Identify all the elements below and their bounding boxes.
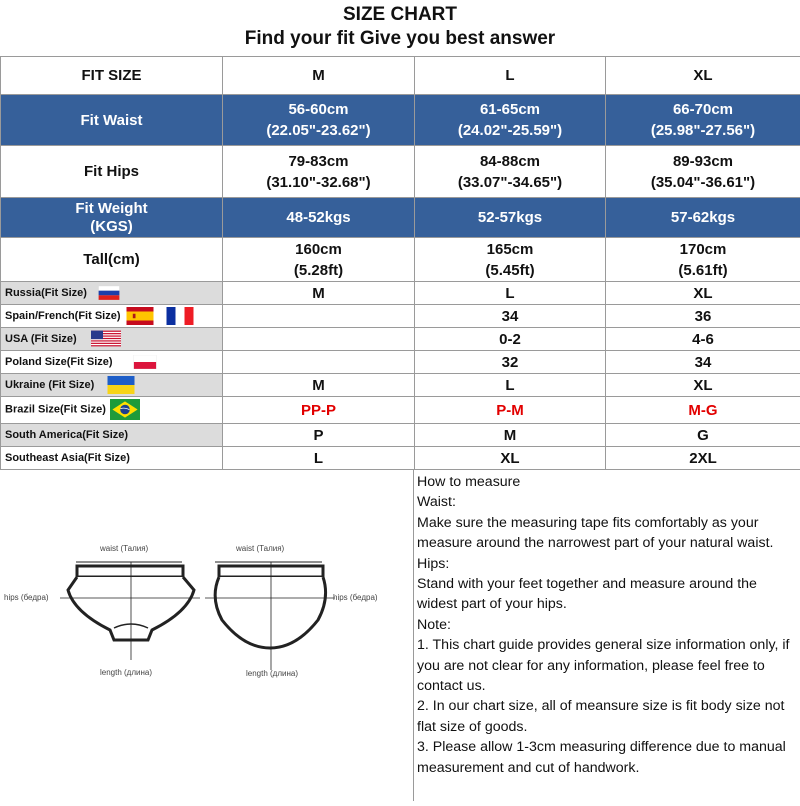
table-cell: P [223,424,415,447]
country-label-cell [1,397,223,424]
table-cell [223,351,415,374]
table-cell [223,305,415,328]
table-cell: 165cm (5.45ft) [415,238,606,282]
country-row-usa [1,328,800,351]
table-cell: 170cm (5.61ft) [606,238,800,282]
ukraine-flag-icon [106,376,136,394]
table-cell: XL [606,282,800,305]
fit-size-header: FIT SIZE [1,57,223,95]
tall-row [1,238,800,282]
country-row-southeast-asia [1,447,800,470]
table-cell: 52-57kgs [415,198,606,238]
table-cell: 4-6 [606,328,800,351]
country-row-russia [1,282,800,305]
country-row-ukraine [1,374,800,397]
chart-title: SIZE CHART [0,3,800,27]
howto-note-3: 3. Please allow 1-3cm measuring difference due to manual measurement and cut of handwork. [417,737,797,778]
france-flag-icon [165,307,195,325]
table-cell: 79-83cm (31.10"-32.68") [223,146,415,198]
briefs-right-icon [205,562,335,670]
hips-label-right: hips (бедра) [333,593,378,602]
section-divider [413,470,414,801]
usa-flag-icon [91,330,121,347]
country-label: Spain/French(Fit Size) [5,310,121,322]
length-label-right: length (длина) [246,669,298,678]
table-cell: 32 [415,351,606,374]
table-cell: 160cm (5.28ft) [223,238,415,282]
table-cell: 48-52kgs [223,198,415,238]
country-label-cell [1,305,223,328]
measure-section [0,469,800,801]
howto-heading: How to measure [417,472,797,492]
howto-note-heading: Note: [417,615,797,635]
table-cell: 0-2 [415,328,606,351]
country-label: Poland Size(Fit Size) [5,356,113,368]
chart-subtitle: Find your fit Give you best answer [0,27,800,51]
howto-waist-heading: Waist: [417,492,797,512]
table-cell: 36 [606,305,800,328]
size-header-l: L [415,57,606,95]
table-cell [223,328,415,351]
howto-waist-text: Make sure the measuring tape fits comfortably as your measure around the narrowest part of your natural waist. [417,513,797,554]
table-cell: XL [415,447,606,470]
row-label-waist: Fit Waist [1,95,223,146]
measurement-diagram [0,470,413,801]
country-label: Russia(Fit Size) [5,287,87,299]
table-cell: 34 [606,351,800,374]
weight-row [1,198,800,238]
country-row-south-america [1,424,800,447]
size-header-xl: XL [606,57,800,95]
table-cell: 56-60cm (22.05"-23.62") [223,95,415,146]
briefs-left-icon [60,562,200,660]
country-label: USA (Fit Size) [5,333,77,345]
size-chart-table [0,56,800,470]
country-label-cell [1,328,223,351]
table-cell: M [223,374,415,397]
table-cell: 34 [415,305,606,328]
table-cell: M [415,424,606,447]
waist-label-right: waist (Талия) [236,544,284,553]
length-label-left: length (длина) [100,668,152,677]
brazil-flag-icon [110,399,140,420]
howto-note-2: 2. In our chart size, all of meansure size is fit body size not flat size of goods. [417,696,797,737]
how-to-measure-text [417,472,797,778]
poland-flag-icon [129,355,161,369]
waist-label-left: waist (Талия) [100,544,148,553]
country-label: Ukraine (Fit Size) [5,379,94,391]
howto-hips-text: Stand with your feet together and measure around the widest part of your hips. [417,574,797,615]
chart-title-block [0,0,800,51]
howto-note-1: 1. This chart guide provides general size information only, if you are not clear for any information, please feel free to contact us. [417,635,797,696]
hips-row [1,146,800,198]
table-cell: PP-P [223,397,415,424]
russia-flag-icon [95,286,123,300]
country-label-cell [1,374,223,397]
row-label-tall: Tall(cm) [1,238,223,282]
country-row-spain-france [1,305,800,328]
country-label-cell: South America(Fit Size) [1,424,223,447]
size-header-m: M [223,57,415,95]
table-cell: G [606,424,800,447]
howto-hips-heading: Hips: [417,554,797,574]
table-cell: 84-88cm (33.07"-34.65") [415,146,606,198]
country-label-cell [1,282,223,305]
country-row-poland [1,351,800,374]
table-cell: 89-93cm (35.04"-36.61") [606,146,800,198]
table-cell: L [415,374,606,397]
country-row-brazil [1,397,800,424]
table-cell: 57-62kgs [606,198,800,238]
table-cell: L [415,282,606,305]
table-cell: 61-65cm (24.02"-25.59") [415,95,606,146]
table-cell: XL [606,374,800,397]
country-label: Brazil Size(Fit Size) [5,404,106,416]
table-cell: 66-70cm (25.98"-27.56") [606,95,800,146]
table-cell: 2XL [606,447,800,470]
hips-label-left: hips (бедра) [4,593,49,602]
header-row [1,57,800,95]
waist-row [1,95,800,146]
table-cell: P-M [415,397,606,424]
spain-flag-icon [125,307,155,325]
row-label-weight: Fit Weight (KGS) [1,198,223,238]
country-label-cell: Southeast Asia(Fit Size) [1,447,223,470]
briefs-illustration [0,470,413,801]
row-label-hips: Fit Hips [1,146,223,198]
table-cell: M-G [606,397,800,424]
table-cell: L [223,447,415,470]
table-cell: M [223,282,415,305]
country-label-cell [1,351,223,374]
